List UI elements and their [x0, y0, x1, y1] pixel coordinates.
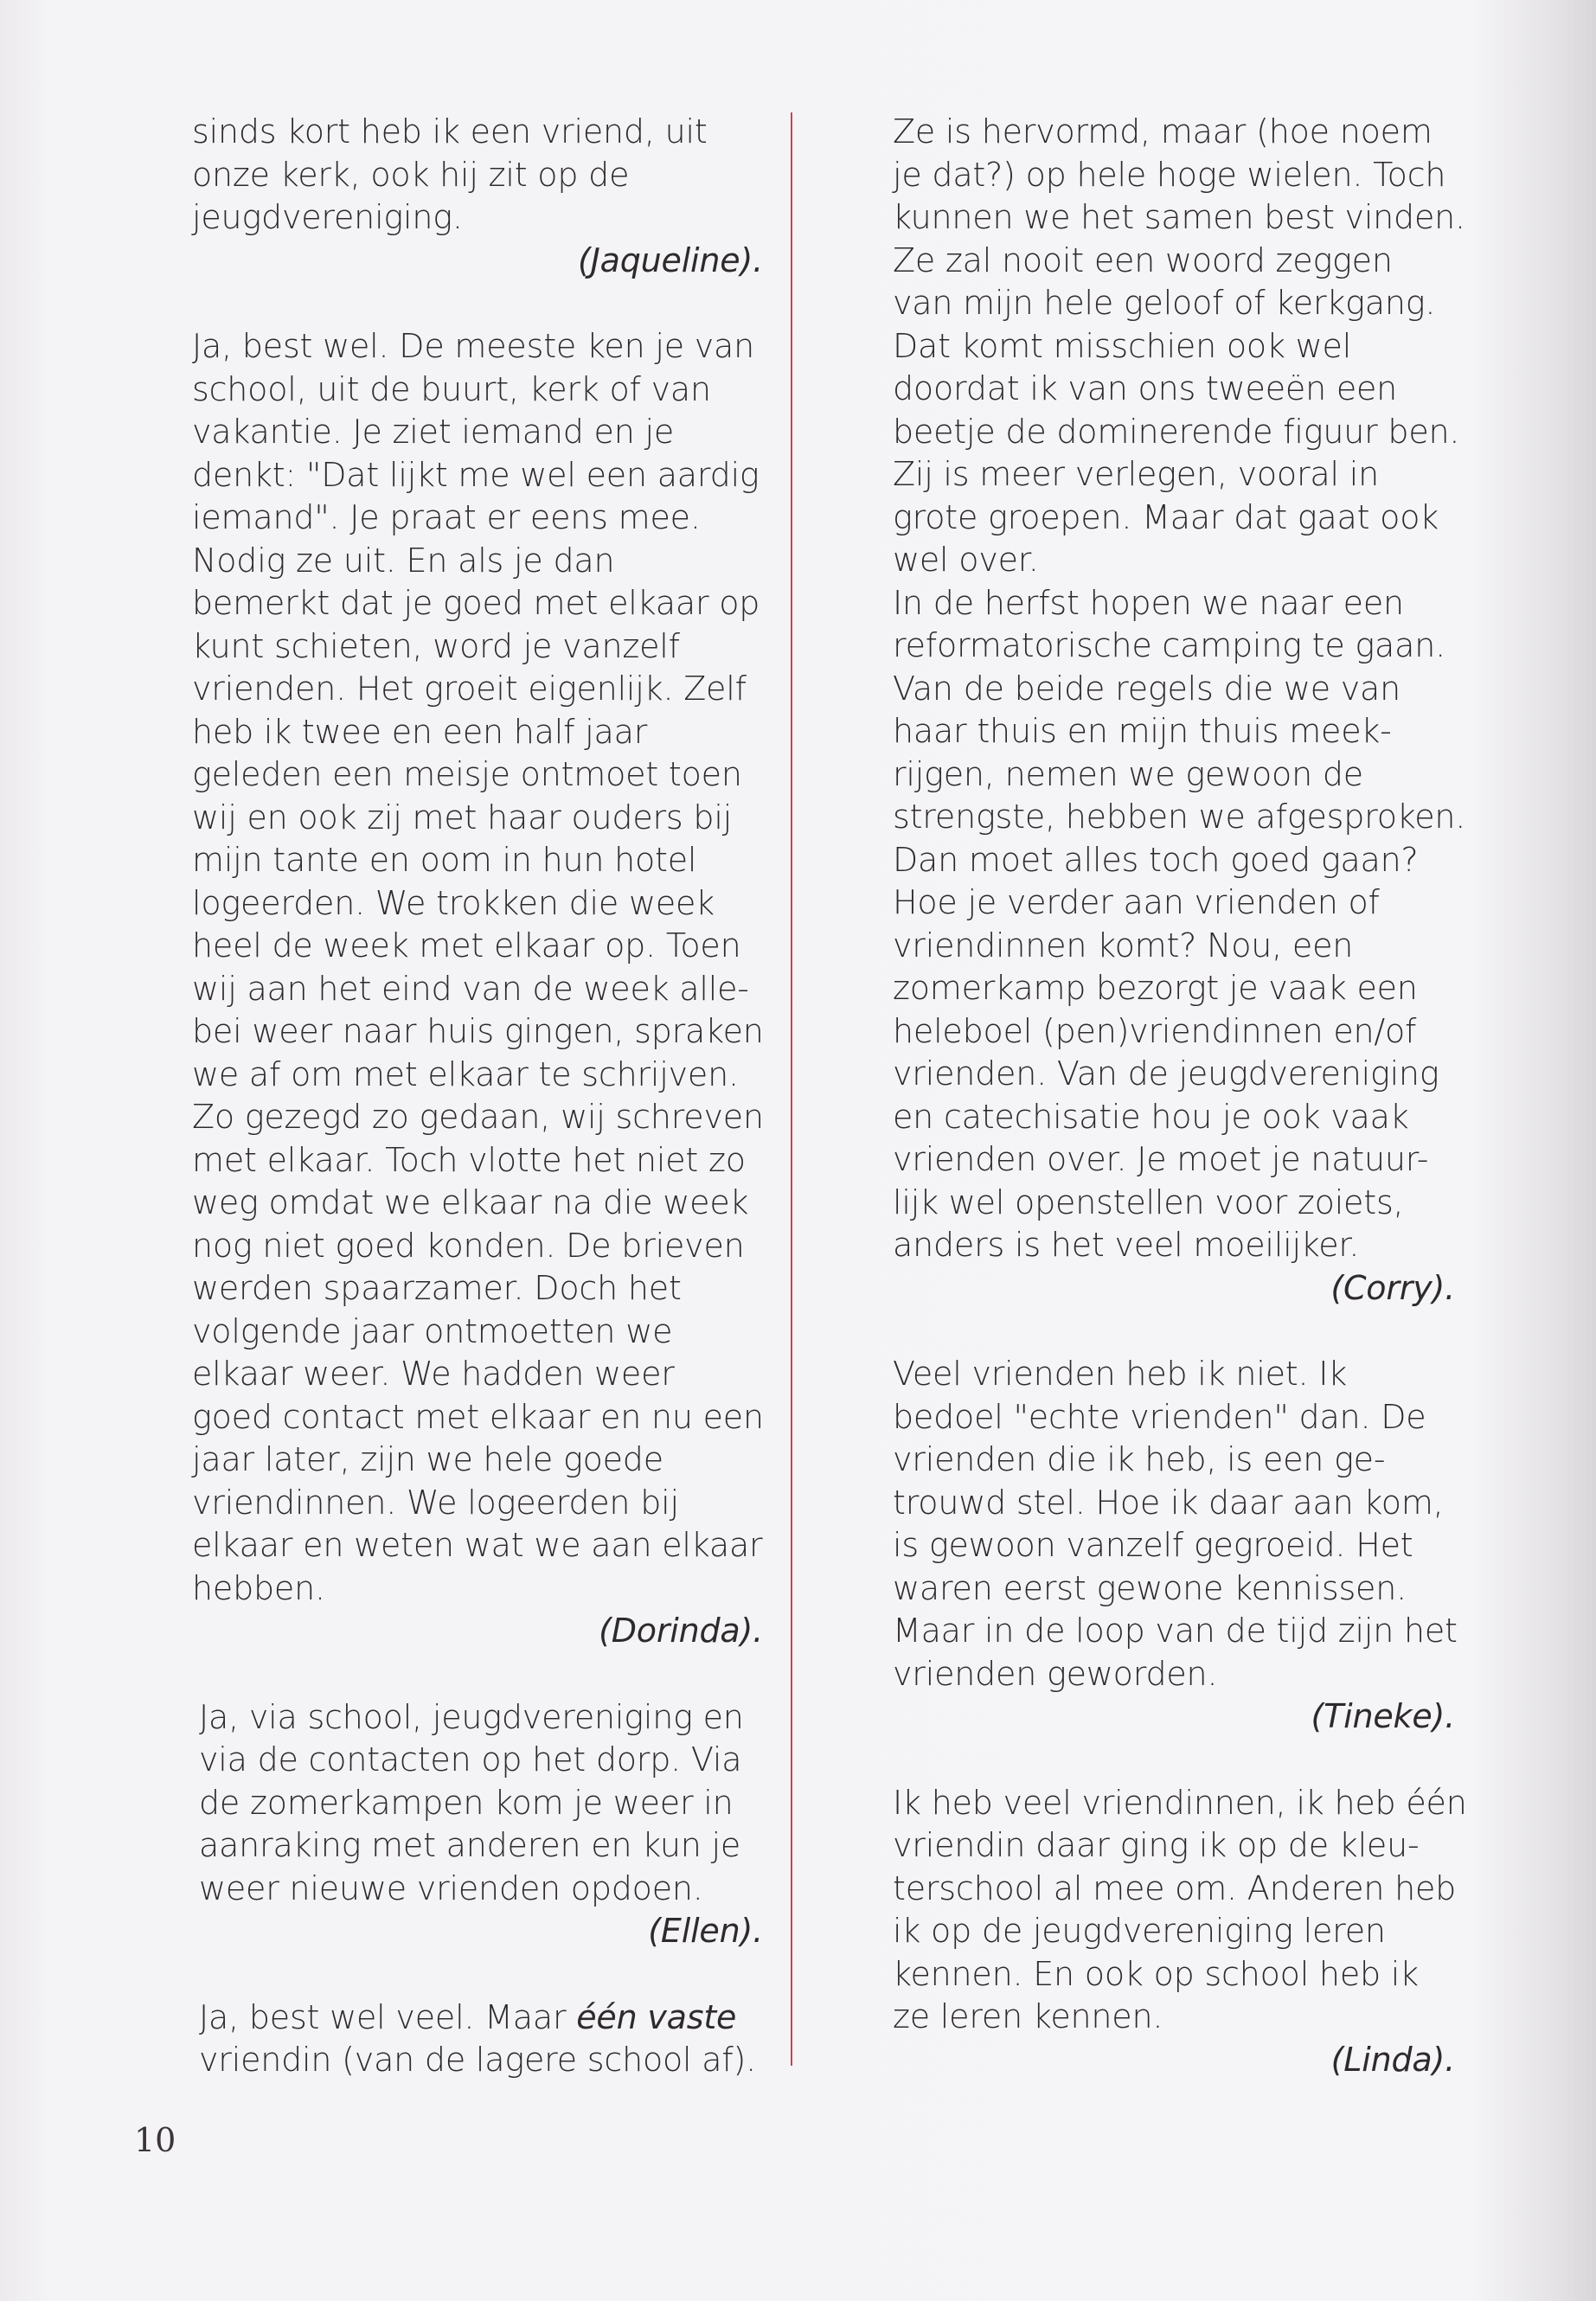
text-line: denkt: "Dat lijkt me wel een aardig — [192, 455, 760, 494]
text-line: onze kerk, ook hij zit op de — [192, 155, 630, 194]
text-line: grote groepen. Maar dat gaat ook — [893, 497, 1439, 536]
text-line: strengste, hebben we afgesproken. — [893, 798, 1466, 836]
text-line: jeugdvereniging. — [192, 198, 463, 236]
text-line: vrienden geworden. — [893, 1654, 1218, 1693]
signature-jaqueline: (Jaqueline). — [578, 240, 763, 279]
text-line: vriendin (van de lagere school af). — [199, 2041, 757, 2079]
paragraph-jaqueline — [192, 111, 763, 282]
text-line: goed contact met elkaar en nu een — [192, 1397, 764, 1436]
text-line: heleboel (pen)vriendinnen en/of — [893, 1011, 1417, 1050]
text-line: we af om met elkaar te schrijven. — [192, 1054, 739, 1093]
text-line: Ze is hervormd, maar (hoe noem — [893, 112, 1433, 151]
text-line: jaar later, zijn we hele goede — [192, 1440, 663, 1478]
text-line: vriendinnen komt? Nou, een — [893, 926, 1354, 965]
text-line: wij aan het eind van de week alle- — [192, 969, 749, 1008]
page-number: 10 — [134, 2121, 176, 2159]
text-line — [199, 1997, 763, 2040]
text-line: je dat?) op hele hoge wielen. Toch — [893, 155, 1446, 194]
text-line: vriendinnen. We logeerden bij — [192, 1483, 679, 1522]
text-line: Maar in de loop van de tijd zijn het — [893, 1612, 1458, 1650]
text-line: mijn tante en oom in hun hotel — [192, 841, 697, 879]
text-line: terschool al mee om. Anderen heb — [893, 1868, 1457, 1907]
text-line: beetje de dominerende figuur ben. — [893, 412, 1460, 451]
paragraph-tineke — [893, 1353, 1458, 1739]
text-line: kennen. En ook op school heb ik — [893, 1954, 1419, 1993]
text-line: reformatorische camping te gaan. — [893, 626, 1445, 664]
text-line: heel de week met elkaar op. Toen — [192, 926, 741, 965]
text-line: aanraking met anderen en kun je — [199, 1826, 741, 1864]
column-divider — [791, 112, 792, 2066]
paragraph-corry — [893, 111, 1466, 1310]
text-line: Van de beide regels die we van — [893, 669, 1401, 708]
text-line: met elkaar. Toch vlotte het niet zo — [192, 1140, 746, 1179]
text-line: trouwd stel. Hoe ik daar aan kom, — [893, 1483, 1444, 1522]
text-line: Hoe je verder aan vrienden of — [893, 883, 1380, 921]
text-line: werden spaarzamer. Doch het — [192, 1269, 682, 1307]
text-line: vrienden over. Je moet je natuur- — [893, 1140, 1429, 1178]
text-line: kunt schieten, word je vanzelf — [192, 626, 680, 665]
left-column — [192, 111, 763, 2082]
paragraph-ellen — [192, 1696, 763, 1953]
text-line: logeerden. We trokken die week — [192, 883, 715, 922]
text-line: wij en ook zij met haar ouders bij — [192, 798, 733, 836]
text-line: volgende jaar ontmoetten we — [192, 1311, 673, 1350]
text-line: iemand". Je praat er eens mee. — [192, 498, 701, 536]
text-line: Dat komt misschien ook wel — [893, 326, 1352, 365]
text-line: Ja, via school, jeugdvereniging en — [199, 1697, 744, 1736]
text-line: vakantie. Je ziet iemand en je — [192, 413, 675, 451]
text-line: weer nieuwe vrienden opdoen. — [199, 1868, 703, 1907]
text-line: doordat ik van ons tweeën een — [893, 369, 1398, 407]
right-column — [893, 111, 1467, 2081]
text-line: bei weer naar huis gingen, spraken — [192, 1012, 764, 1050]
text-line: bemerkt dat je goed met elkaar op — [192, 584, 760, 622]
paragraph-dorinda — [192, 325, 763, 1653]
text-line: rijgen, nemen we gewoon de — [893, 754, 1363, 793]
text-line: kunnen we het samen best vinden. — [893, 198, 1465, 236]
paragraph-final-left — [192, 1997, 763, 2082]
signature-dorinda: (Dorinda). — [599, 1612, 763, 1650]
text-line: waren eerst gewone kennissen. — [893, 1568, 1407, 1607]
text-line: Ik heb veel vriendinnen, ik heb één — [893, 1783, 1467, 1822]
text-line: van mijn hele geloof of kerkgang. — [893, 284, 1436, 322]
text-line: vriendin daar ging ik op de kleu- — [893, 1826, 1420, 1864]
text-line: sinds kort heb ik een vriend, uit — [192, 112, 708, 151]
text-line: geleden een meisje ontmoet toen — [192, 755, 742, 793]
text-line: Veel vrienden heb ik niet. Ik — [893, 1355, 1348, 1393]
text-line: heb ik twee en een half jaar — [192, 712, 648, 751]
text-line: nog niet goed konden. De brieven — [192, 1226, 745, 1265]
text-line: elkaar weer. We hadden weer — [192, 1355, 675, 1393]
text-line: Nodig ze uit. En als je dan — [192, 541, 615, 580]
text-line: vrienden die ik heb, is een ge- — [893, 1440, 1386, 1478]
text-line: Dan moet alles toch goed gaan? — [893, 840, 1419, 879]
text-line: vrienden. Van de jeugdvereniging — [893, 1054, 1439, 1093]
text-line: wel over. — [893, 541, 1039, 579]
signature-linda: (Linda). — [1330, 2040, 1455, 2079]
text-line: de zomerkampen kom je weer in — [199, 1783, 734, 1822]
text-line: en catechisatie hou je ook vaak — [893, 1097, 1409, 1136]
text-line: ze leren kennen. — [893, 1997, 1163, 2035]
text-line: vrienden. Het groeit eigenlijk. Zelf — [192, 670, 747, 708]
text-line: elkaar en weten wat we aan elkaar — [192, 1526, 763, 1564]
text-line: Zij is meer verlegen, vooral in — [893, 455, 1379, 493]
text-line: school, uit de buurt, kerk of van — [192, 369, 711, 408]
signature-corry: (Corry). — [1330, 1268, 1455, 1307]
paragraph-linda — [893, 1782, 1467, 2082]
signature-tineke: (Tineke). — [1311, 1697, 1455, 1735]
text-line: is gewoon vanzelf gegroeid. Het — [893, 1526, 1413, 1564]
text-line: Ze zal nooit een woord zeggen — [893, 240, 1393, 279]
text-line: anders is het veel moeilijker. — [893, 1226, 1360, 1264]
text-line: bedoel "echte vrienden" dan. De — [893, 1397, 1426, 1436]
signature-ellen: (Ellen). — [648, 1912, 763, 1950]
text-line: Zo gezegd zo gedaan, wij schreven — [192, 1098, 764, 1136]
text-line: weg omdat we elkaar na die week — [192, 1183, 749, 1221]
text-run: Ja, best wel veel. Maar — [199, 1997, 577, 2036]
text-line: zomerkamp bezorgt je vaak een — [893, 969, 1418, 1007]
emphasized-text: één vaste — [576, 1997, 737, 2036]
text-line: ik op de jeugdvereniging leren — [893, 1912, 1386, 1950]
text-line: Ja, best wel. De meeste ken je van — [192, 327, 755, 365]
text-line: haar thuis en mijn thuis meek- — [893, 712, 1392, 750]
text-line: lijk wel openstellen voor zoiets, — [893, 1183, 1404, 1221]
text-line: hebben. — [192, 1568, 325, 1607]
text-line: via de contacten op het dorp. Via — [199, 1740, 742, 1779]
text-line: In de herfst hopen we naar een — [893, 583, 1404, 622]
